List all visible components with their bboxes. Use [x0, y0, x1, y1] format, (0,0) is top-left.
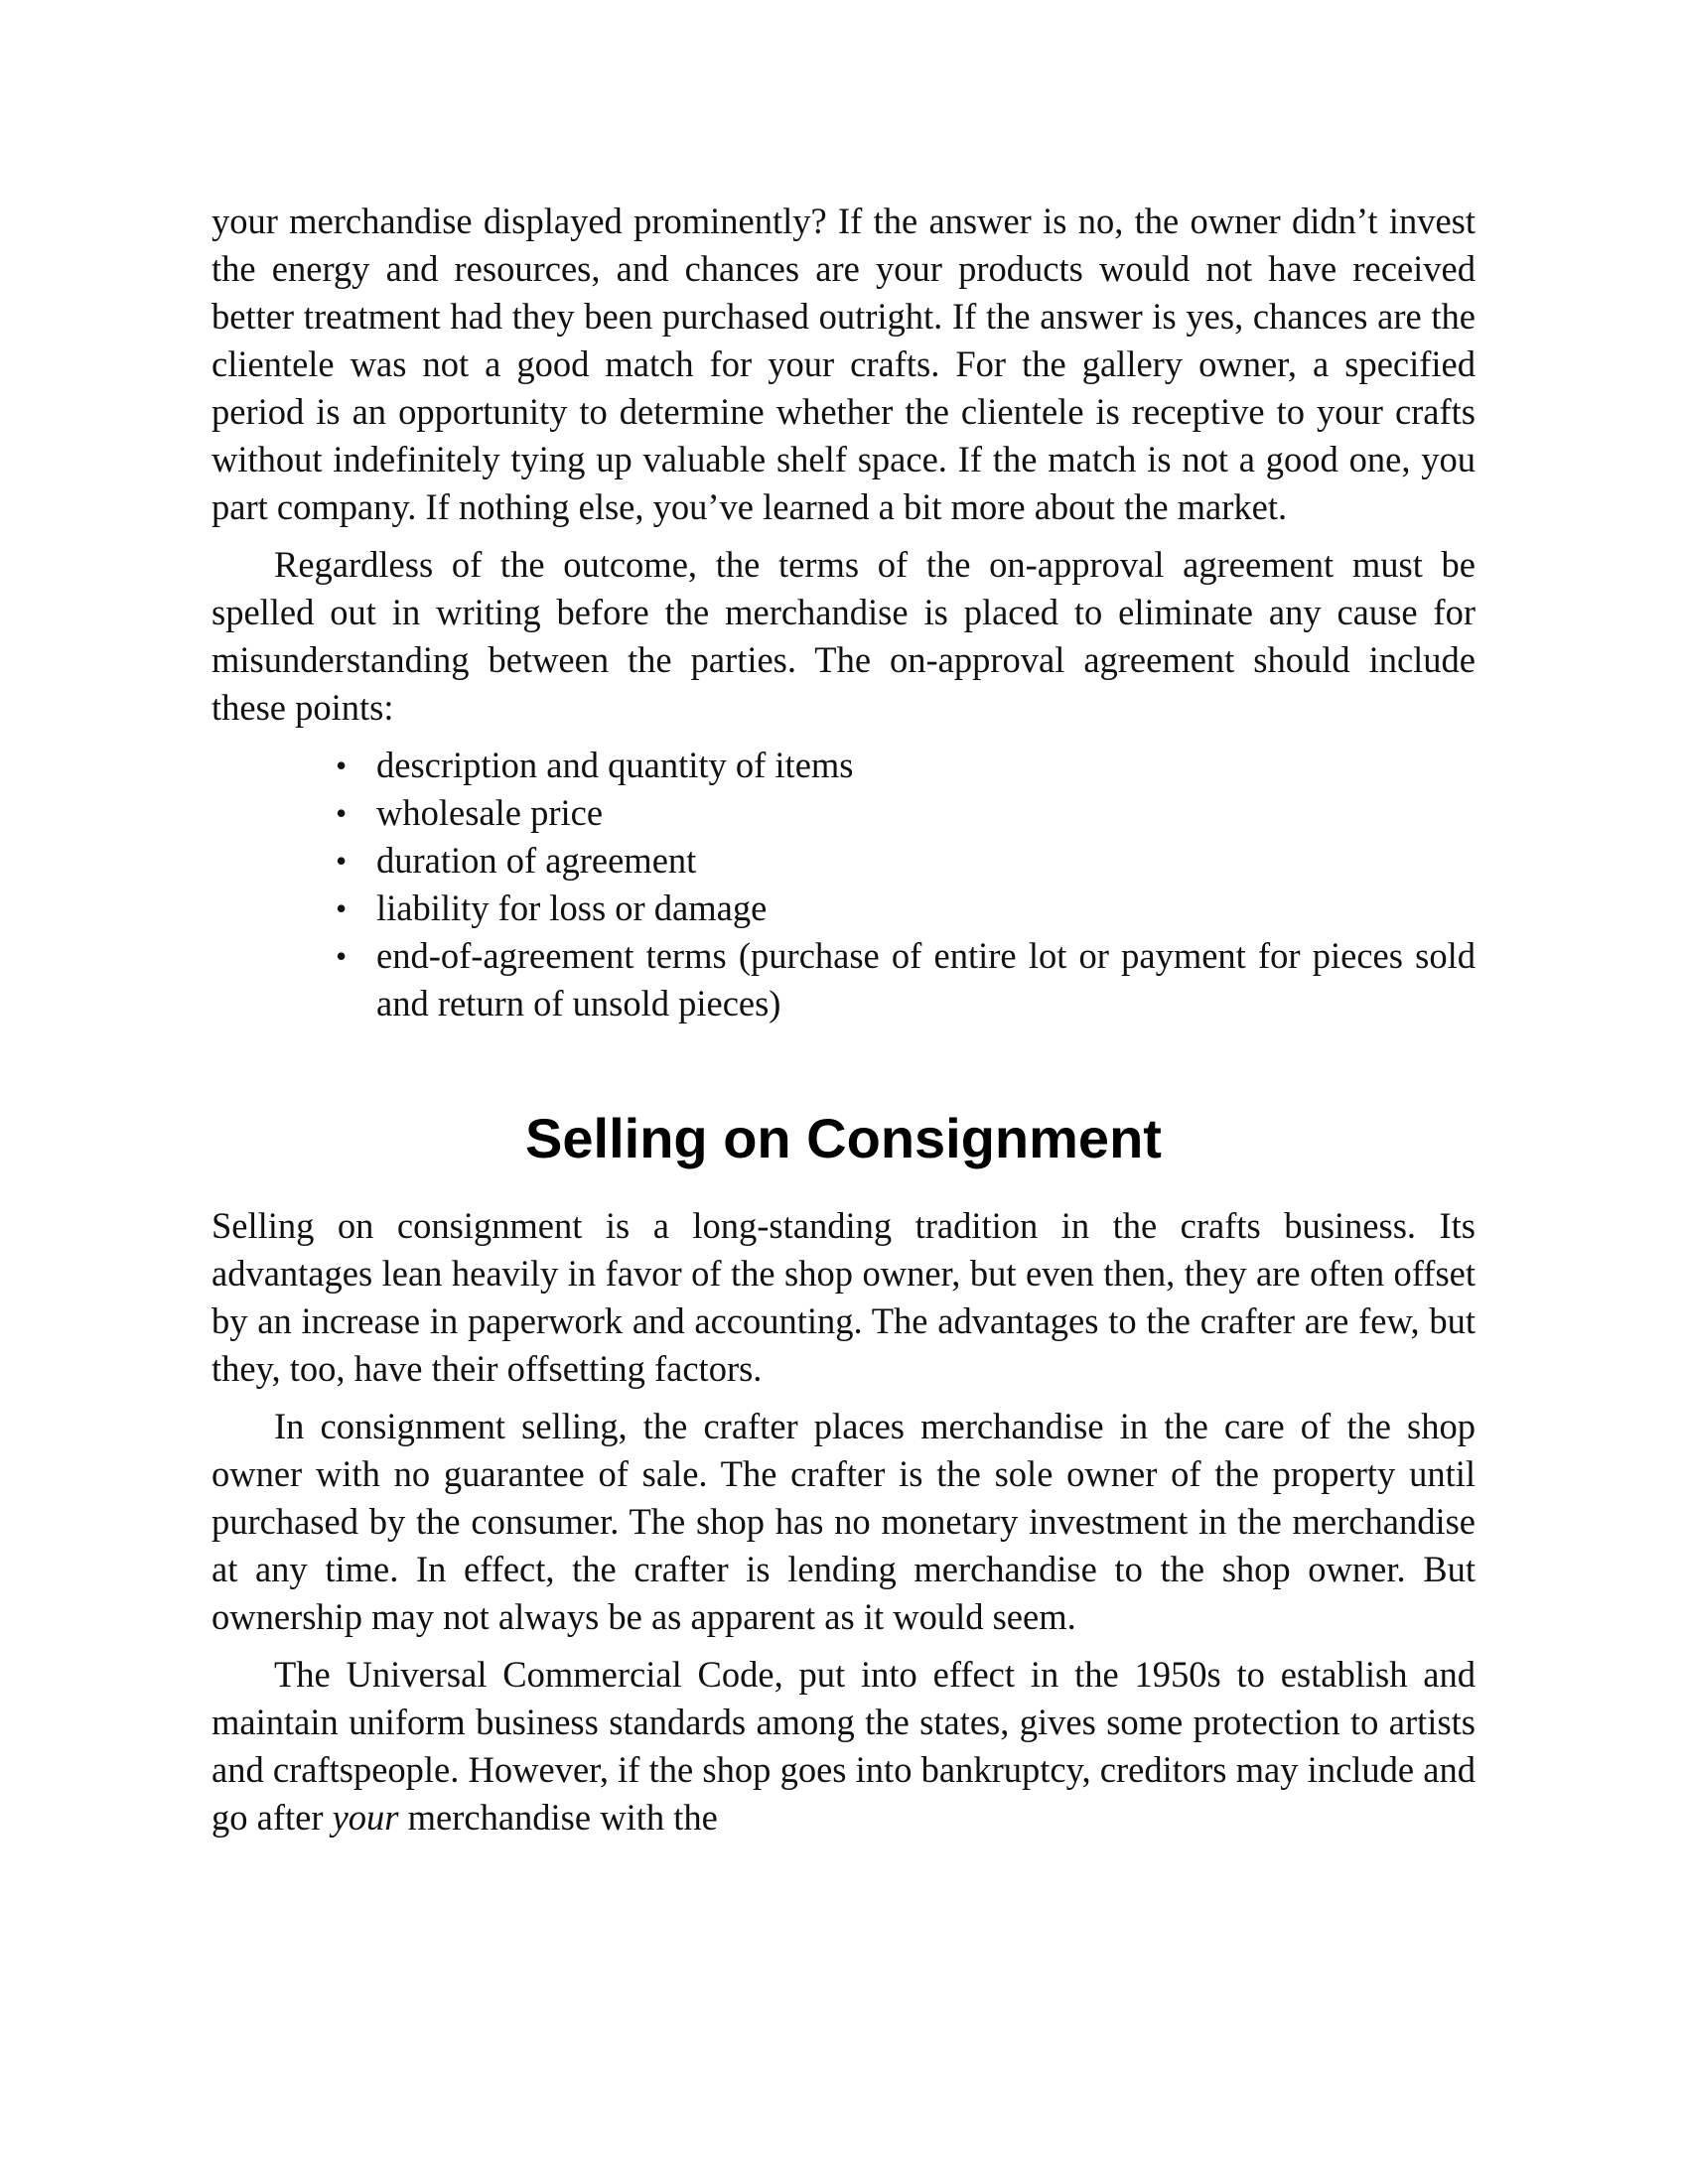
bullet-icon: •	[336, 890, 348, 926]
section-heading: Selling on Consignment	[525, 1107, 1162, 1169]
list-item-text: wholesale price	[376, 792, 604, 833]
list-item	[336, 837, 1476, 885]
body-paragraph: In consignment selling, the crafter places merchandise in the care of the shop owner with no guarantee of sale. The crafter is the sole owner of the property until purchased by the consumer. The shop has no monetary investment in the merchandise at any time. In effect, the crafter is lending merchandise to the shop owner. But ownership may not always be as apparent as it would seem.	[211, 1406, 1476, 1637]
bullet-icon: •	[336, 938, 348, 974]
body-paragraph	[211, 1651, 1476, 1842]
bullet-icon: •	[336, 795, 348, 831]
emphasized-word: your	[332, 1797, 399, 1838]
list-item-text: liability for loss or damage	[376, 887, 768, 928]
bullet-icon: •	[336, 843, 348, 879]
list-item	[336, 885, 1476, 932]
agreement-points-list	[211, 742, 1476, 1027]
list-item-text: duration of agreement	[376, 840, 697, 881]
list-item	[336, 742, 1476, 789]
document-page	[211, 198, 1476, 1851]
body-paragraph: Selling on consignment is a long-standing tradition in the crafts business. Its advantages lean heavily in favor of the shop owner, but even then, they are often offset by an increase in paperwork and accounting. The advantages to the crafter are few, but they, too, have their offsetting factors.	[211, 1205, 1476, 1389]
list-item-text: description and quantity of items	[376, 745, 854, 785]
list-item	[336, 932, 1476, 1027]
body-paragraph: your merchandise displayed prominently? If the answer is no, the owner didn’t invest the energy and resources, and chances are your products would not have received better treatment had they been purchased outright. If the answer is yes, chances are the clientele was not a good match for your crafts. For the gallery owner, a specified period is an opportunity to determine whether the clientele is receptive to your crafts without indefinitely tying up valuable shelf space. If the match is not a good one, you part company. If nothing else, you’ve learned a bit more about the market.	[211, 201, 1476, 527]
body-paragraph: Regardless of the outcome, the terms of the on-approval agreement must be spelled out in writing before the merchandise is placed to eliminate any cause for misunderstanding between the parties. The on-approval agreement should include these points:	[211, 544, 1476, 728]
list-item-text: end-of-agreement terms (purchase of entire lot or payment for pieces sold and return of unsold pieces)	[376, 935, 1476, 1024]
list-item	[336, 789, 1476, 837]
paragraph-text: The Universal Commercial Code, put into effect in the 1950s to establish and maintain uniform business standards among the states, gives some protection to artists and craftspeople. However, if the shop goes into bankruptcy, creditors may include and go after	[211, 1654, 1476, 1838]
paragraph-text: merchandise with the	[398, 1797, 718, 1838]
bullet-icon: •	[336, 748, 348, 783]
